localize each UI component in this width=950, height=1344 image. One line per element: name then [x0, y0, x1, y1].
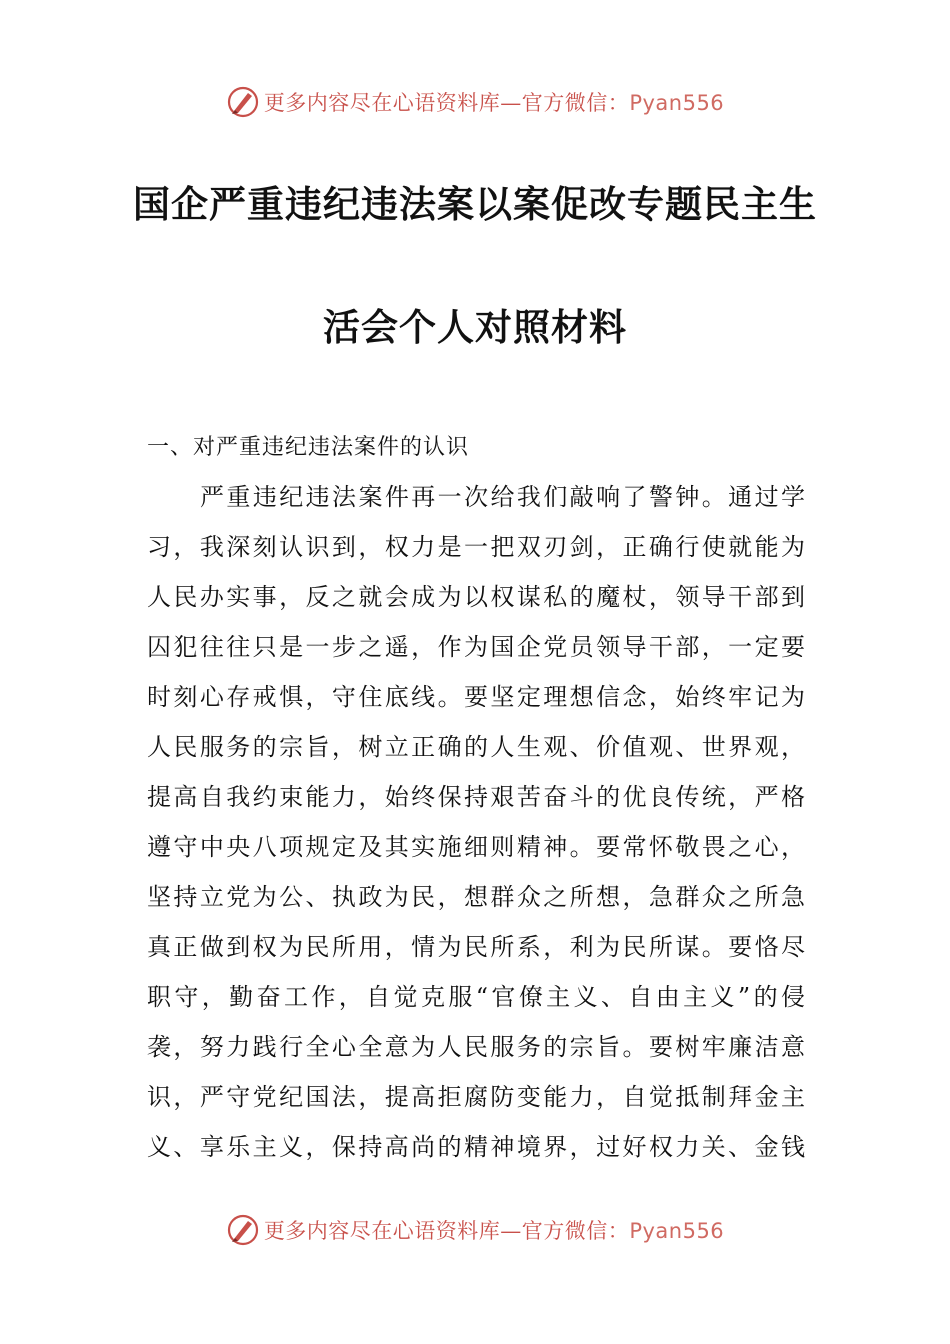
watermark-wechat-id: Pyan556 [629, 1219, 725, 1243]
watermark-text [264, 87, 724, 117]
document-title-line-1: 国企严重违纪违法案以案促改专题民主生 [133, 183, 817, 226]
document-title-line-2: 活会个人对照材料 [323, 306, 627, 349]
watermark-prefix: 更多内容尽在心语资料库—官方微信： [263, 1219, 630, 1243]
paragraph-line: 严重违纪违法案件再一次给我们敲响了警钟。通过学 [200, 483, 805, 511]
paragraph-line: 真正做到权为民所用，情为民所系，利为民所谋。要恪尽 [147, 933, 805, 961]
watermark-wechat-id: Pyan556 [629, 91, 725, 115]
watermark-banner-bottom [0, 1210, 950, 1250]
paragraph-line: 坚持立党为公、执政为民，想群众之所想，急群众之所急 [147, 883, 805, 911]
paragraph-line: 人民办实事，反之就会成为以权谋私的魔杖，领导干部到 [147, 583, 805, 611]
paragraph-line: 遵守中央八项规定及其实施细则精神。要常怀敬畏之心， [147, 833, 805, 861]
paragraph-line: 囚犯往往只是一步之遥，作为国企党员领导干部，一定要 [147, 633, 805, 661]
paragraph-line: 义、享乐主义，保持高尚的精神境界，过好权力关、金钱 [147, 1133, 805, 1161]
pen-circle-logo-icon [226, 1213, 260, 1247]
watermark-banner-top [0, 82, 950, 122]
paragraph-line: 提高自我约束能力，始终保持艰苦奋斗的优良传统，严格 [147, 783, 805, 811]
section-heading: 一、对严重违纪违法案件的认识 [147, 435, 470, 460]
pen-circle-logo-icon [226, 85, 260, 119]
paragraph-line: 人民服务的宗旨，树立正确的人生观、价值观、世界观， [147, 733, 805, 761]
paragraph-line: 习，我深刻认识到，权力是一把双刃剑，正确行使就能为 [147, 533, 805, 561]
paragraph-line: 职守，勤奋工作，自觉克服“官僚主义、自由主义”的侵 [147, 983, 805, 1011]
paragraph-line: 时刻心存戒惧，守住底线。要坚定理想信念，始终牢记为 [147, 683, 805, 711]
watermark-prefix: 更多内容尽在心语资料库—官方微信： [263, 91, 630, 115]
paragraph-line: 袭，努力践行全心全意为人民服务的宗旨。要树牢廉洁意 [147, 1033, 805, 1061]
watermark-text [264, 1215, 724, 1245]
paragraph-line: 识，严守党纪国法，提高拒腐防变能力，自觉抵制拜金主 [147, 1083, 805, 1111]
